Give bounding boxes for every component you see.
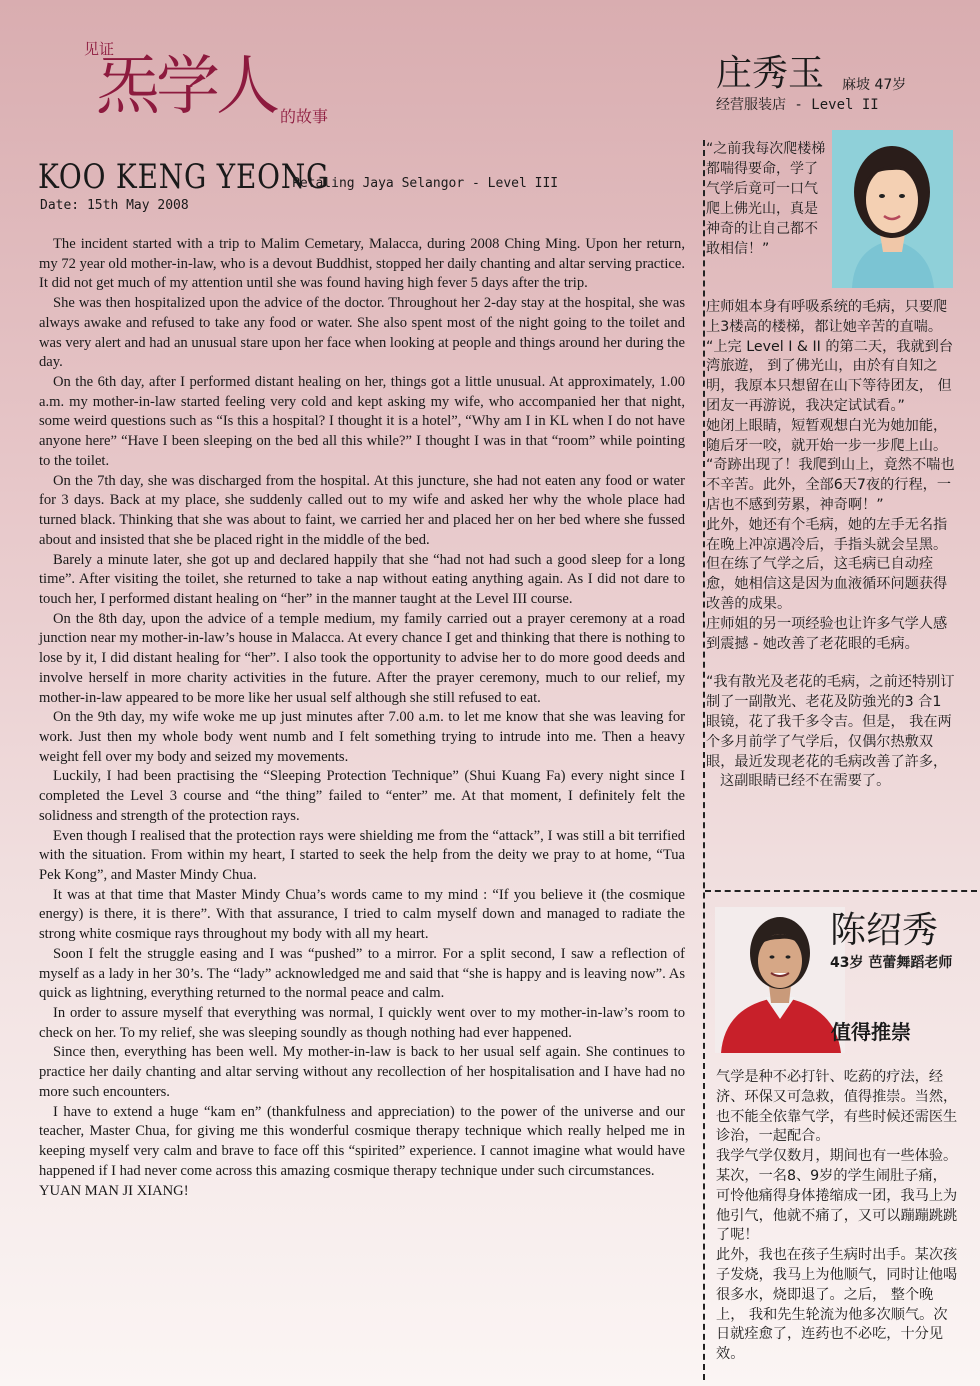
section-divider bbox=[705, 890, 977, 892]
profile1-paragraph: “奇跡出现了！我爬到山上，竟然不喘也不辛苦。此外，全部6天7夜的行程，一店也不感到劳累，神奇啊！” bbox=[706, 457, 955, 513]
article-date: Date: 15th May 2008 bbox=[40, 198, 189, 213]
profile2-paragraph: 我学气学仅数月，期间也有一些体验。某次，一名8、9岁的学生闹肚子痛，可怜他痛得身体捲缩成一团，我马上为他引气，他就不痛了，又可以蹦蹦跳跳了呢！ bbox=[716, 1148, 958, 1244]
profile1-photo bbox=[832, 130, 953, 288]
profile2-photo bbox=[715, 907, 845, 1053]
profile1-body bbox=[706, 298, 956, 792]
article-paragraph: Barely a minute later, she got up and declared happily that she “had not had such a good sleep for a long time”. After visiting the toilet, she returned to take a nap without eating anything again. As I did not dare to touch her, I performed distant healing on “her” in the manner taught at the Level III course. bbox=[39, 551, 685, 607]
profile1-paragraph: 庄师姐本身有呼吸系统的毛病，只要爬上3楼高的楼梯，都让她辛苦的直喘。 bbox=[706, 299, 948, 335]
profile1-name: 庄秀玉 bbox=[716, 53, 825, 94]
article-author-name: KOO KENG YEONG bbox=[38, 157, 330, 197]
profile2-name: 陈绍秀 bbox=[830, 910, 939, 951]
article-paragraph: On the 9th day, my wife woke me up just minutes after 7.00 a.m. to let me know that she was leaving for work. Just then my whole body went numb and I felt something trying to intrude into me. Then a heavy weight fell over my body and seized my movements. bbox=[39, 709, 685, 765]
profile1-paragraph: “我有散光及老花的毛病，之前还特别订制了一副散光、老花及防強光的3 合1 眼镜，花了我千多令吉。但是， 我在两个多月前学了气学后，仅偶尔热敷双眼，最近发现老花的毛病改善了許多， bbox=[706, 674, 955, 770]
article-paragraph: It was at that time that Master Mindy Chua’s words came to my mind : “If you believe it (the cosmique energy) is there, it is there”. With that assurance, I tried to calm myself down and managed to radiate the strong white cosmique rays throughout my body with all my heart. bbox=[39, 886, 685, 943]
profile2-paragraph: 气学是种不必打针、吃葯的疗法，经济、环保又可急救，值得推崇。当然，也不能全依靠气学，有些时候还需医生诊治，一起配合。 bbox=[716, 1069, 958, 1145]
profile2-headline: 值得推崇 bbox=[831, 1020, 911, 1044]
article-paragraph: Since then, everything has been well. My mother-in-law is back to her usual self again. She continues to practice her daily chanting and altar serving without any recollection of her hospitalisation and I have had no more such encounters. bbox=[39, 1044, 685, 1100]
portrait-woman-icon bbox=[832, 130, 953, 288]
logo-prefix: 见证 bbox=[84, 40, 115, 58]
logo-main: 炁学人 bbox=[96, 50, 276, 124]
column-divider bbox=[703, 140, 705, 1380]
profile2-meta: 43岁 芭蕾舞蹈老师 bbox=[830, 955, 953, 971]
profile1-paragraph: 此外，她还有个毛病，她的左手无名指在晚上冲凉遇冷后，手指头就会呈黑。但在练了气学之后，这毛病已自动痊愈，她相信这是因为血液循环问题获得改善的成果。 bbox=[706, 516, 948, 612]
article-paragraph: Soon I felt the struggle easing and I was “pushed” to a mirror. For a split second, I saw a reflection of myself as a lady in her 30’s. The “lady” acknowledged me and said that “she is happy and is leaving now”. As quick as lightning, everything returned to the normal peace and calm. bbox=[39, 945, 685, 1002]
article-location: Petaling Jaya Selangor - Level III bbox=[292, 176, 559, 191]
article-paragraph: On the 6th day, after I performed distant healing on her, things got a little unusual. At approximately, 1.00 a.m. my mother-in-law started feeling very cold and kept asking my wife, who accompanied her that night, some weird questions such as “Is this a hospital? I thought it is a hotel”, “Why am I in KL when I do not have anyone here” “Have I been sleeping on the bed all this while?” I thought I was in that “room” while pointing to the toilet. bbox=[39, 374, 685, 469]
article-paragraph: I have to extend a huge “kam en” (thankfulness and appreciation) to the power of the universe and our teacher, Master Chua, for giving me this wonderful cosmique therapy technique which really helped me in keeping myself very calm and brave to face off this “spirited” experience. I cannot imagine what would have happened if I had never come across this amazing cosmique therapy technique under such circumstances. bbox=[39, 1103, 685, 1179]
profile1-paragraph: 这副眼睛已经不在需要了。 bbox=[720, 773, 891, 790]
article-paragraph: In order to assure myself that everything was normal, I quickly went over to my mother-in-law’s room to check on her. To my relief, she was sleeping soundly as though nothing had ever happened. bbox=[39, 1005, 685, 1041]
article-body bbox=[39, 235, 685, 1201]
article-paragraph: Luckily, I had been practising the “Sleeping Protection Technique” (Shui Kuang Fa) every night since I completed the Level 3 course and “the thing” failed to “enter” me. At that moment, I definitely felt the solidness and strength of the protection rays. bbox=[39, 768, 685, 824]
profile1-paragraph: 她闭上眼睛，短暂观想白光为她加能，随后牙一咬，就开始一步一步爬上山。 bbox=[706, 417, 948, 454]
profile1-paragraph: “上完 Level I & II 的第二天，我就到台湾旅遊， 到了佛光山，由於有自知之明，我原本只想留在山下等待团友， 但团友一再游说，我决定试试看。” bbox=[706, 338, 954, 414]
article-paragraph: On the 8th day, upon the advice of a temple medium, my family carried out a prayer ceremony at a road junction near my mother-in-law’s house in Malacca. At every chance I get and thinking that there is nothing to lose by it, I did distant healing for “her”. I also took the opportunity to advise her to do more good deeds and involve herself in more charity activities in the future. After the prayer ceremony, much to our relief, my mother-in-law appeared to be more like her usual self although she still refused to eat. bbox=[39, 610, 685, 706]
profile1-paragraph: 庄师姐的另一项经验也让许多气学人感到震撼 - 她改善了老花眼的毛病。 bbox=[706, 615, 948, 652]
article-paragraph: The incident started with a trip to Malim Cemetary, Malacca, during 2008 Ching Ming. Upon her return, my 72 year old mother-in-law, who is a devout Buddhist, stopped her daily chanting and altar serving practice. It did not get much of my attention until she was found having high fever 5 days after the trip. bbox=[39, 236, 685, 292]
article-paragraph: On the 7th day, she was discharged from the hospital. At this juncture, she had not eaten any food or water for 3 days. Back at my place, she suddenly called out to my wife and asked her why the whole place had turned black. Thinking that she was about to faint, we carried her and placed her on her bed where she fussed about and insisted that she be placed right in the middle of the bed. bbox=[39, 472, 685, 548]
profile2-paragraph: 此外，我也在孩子生病时出手。某次孩子发烧，我马上为他顺气，同时让他喝很多水，烧即退了。之后， 整个晚上， 我和先生轮流为他多次顺气。次日就痊愈了，连药也不必吃，十分见效。 bbox=[716, 1247, 958, 1363]
article-paragraph: She was then hospitalized upon the advice of the doctor. Throughout her 2-day stay at the hospital, she was always awake and refused to take any food or water. She also spent most of the night going to the toilet and was very alert and had an unusual stare upon her face when looking at people and things around her during the day. bbox=[39, 295, 685, 371]
profile2-body bbox=[716, 1068, 961, 1365]
logo-suffix: 的故事 bbox=[280, 107, 329, 126]
portrait-woman-red-shirt-icon bbox=[715, 907, 845, 1053]
profile1-occupation: 经营服装店 - Level II bbox=[716, 97, 879, 113]
article-paragraph: Even though I realised that the protection rays were shielding me from the “attack”, I was still a bit terrified with the situation. From within my heart, I started to seek the help from the deity we pray to at home, “Tua Pek Kong”, and Master Mindy Chua. bbox=[39, 827, 685, 883]
profile1-meta: 麻坡 47岁 bbox=[842, 77, 907, 93]
article-closing: YUAN MAN JI XIANG! bbox=[39, 1182, 189, 1199]
profile1-quote: “之前我每次爬楼梯都喘得要命，学了气学后竟可一口气爬上佛光山，真是神奇的让自己都不敢相信！” bbox=[706, 141, 826, 257]
